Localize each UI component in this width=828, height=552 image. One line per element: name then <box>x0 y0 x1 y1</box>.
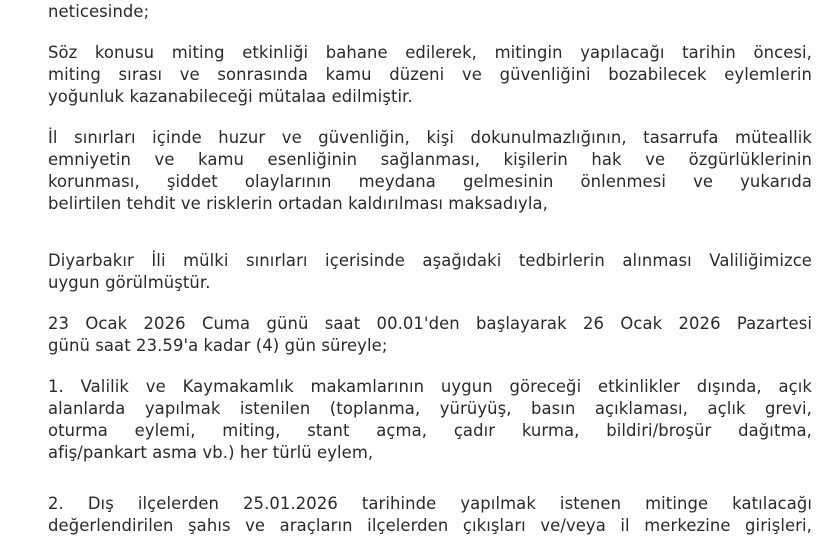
text-line: Diyarbakır İli mülki sınırları içerisinde aşağıdaki tedbirlerin alınması Valiliğimizce <box>48 251 812 270</box>
text-line: neticesinde; <box>48 2 150 21</box>
text-line: 2. Dış ilçelerden 25.01.2026 tarihinde yapılmak istenen mitinge katılacağı <box>48 494 812 513</box>
text-line: günü saat 23.59'a kadar (4) gün süreyle; <box>48 336 388 355</box>
text-line: afiş/pankart asma vb.) her türlü eylem, <box>48 443 374 462</box>
paragraph-diyarbakir-tedbirler <box>48 250 812 294</box>
paragraph-madde-1 <box>48 376 812 464</box>
paragraph-miting-bahane <box>48 42 812 108</box>
text-line: miting sırası ve sonrasında kamu düzeni ve güvenliğini bozabilecek eylemlerin <box>48 65 812 84</box>
text-line: emniyetin ve kamu esenliğinin sağlanması, kişilerin hak ve özgürlüklerinin <box>48 150 812 169</box>
text-line: Söz konusu miting etkinliği bahane edilerek, mitingin yapılacağı tarihin öncesi, <box>48 43 812 62</box>
paragraph-neticesinde <box>48 1 812 23</box>
text-line: belirtilen tehdit ve risklerin ortadan kaldırılması maksadıyla, <box>48 194 548 213</box>
text-line: korunması, şiddet olaylarının meydana gelmesinin önlenmesi ve yukarıda <box>48 172 812 191</box>
paragraph-huzur-guvenlik <box>48 127 812 215</box>
text-line: değerlendirilen şahıs ve araçların ilçelerden çıkışları ve/veya il merkezine girişleri, <box>48 516 812 535</box>
text-line: İl sınırları içinde huzur ve güvenliğin, kişi dokunulmazlığının, tasarrufa müteallik <box>48 128 812 147</box>
text-line: oturma eylemi, miting, stant açma, çadır kurma, bildiri/broşür dağıtma, <box>48 421 812 440</box>
text-line: 23 Ocak 2026 Cuma günü saat 00.01'den başlayarak 26 Ocak 2026 Pazartesi <box>48 314 812 333</box>
text-line: yoğunluk kazanabileceği mütalaa edilmiştir. <box>48 87 413 106</box>
text-line: alanlarda yapılmak istenilen (toplanma, yürüyüş, basın açıklaması, açlık grevi, <box>48 399 812 418</box>
paragraph-madde-2 <box>48 493 812 537</box>
text-line: 1. Valilik ve Kaymakamlık makamlarının uygun göreceği etkinlikler dışında, açık <box>48 377 812 396</box>
text-line: uygun görülmüştür. <box>48 273 211 292</box>
paragraph-tarih-suresi <box>48 313 812 357</box>
